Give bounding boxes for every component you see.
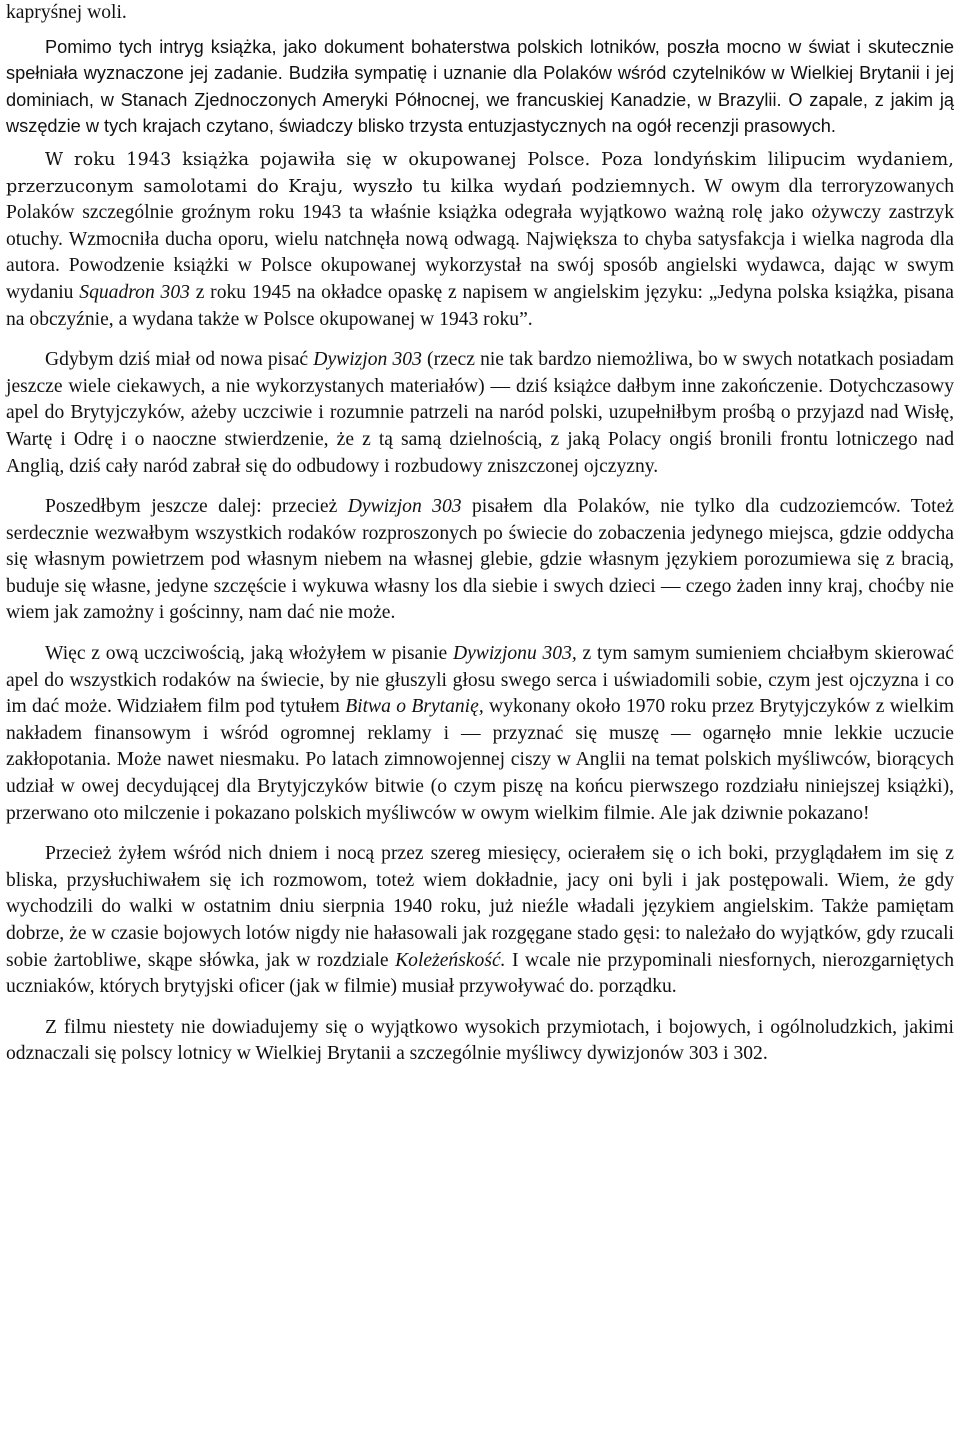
paragraph-text: pisałem dla Polaków, nie tylko dla cudzoziemców. Toteż serdecznie wezwałbym wszystkich rodaków rozproszonych po świecie do zobaczenia jedynego miejsca, gdzie oddycha się własnym powietrzem pod własnym niebem na własnej glebie, gdzie własnym językiem porozumiewa się z bracią, buduje się własne, jedyne szczęście i wykuwa własny los dla siebie i swych dzieci — czego żaden inny kraj, choćby nie wiem jak zamożny i gościnny, nam dać nie może. <box>6 496 955 624</box>
paragraph-text: O zapale, z jakim ją wszędzie w tych krajach czytano, świadczy blisko trzysta entuzjastycznych na ogół recenzji prasowych. <box>6 89 954 137</box>
paragraph-text: I wcale nie przypominali niesfornych, nierozgarniętych uczniaków, których brytyjski oficer (jak w filmie) musiał przywoływać do. porządku. <box>6 949 954 998</box>
document-page <box>6 0 954 1075</box>
paragraph <box>6 347 954 480</box>
paragraph-text: Przecież żyłem wśród nich dniem i nocą przez szereg miesięcy, ocierałem się o ich boki, przyglądałem im się z bliska, przysłuchiwałem się ich rozmowom, toteż wiem dokładnie, jacy oni byli i jak postępowali. Wiem, że gdy wychodzili do walki w ostatnim dniu sierpnia 1940 roku, już nieźle władali językiem angielskim. Także pamiętam dobrze, że w czasie bojowych lotów nigdy nie hałasowali jak rozgęgane stado gęsi: to należało do wyjątków, gdy rzucali sobie żartobliwe, skąpe słówka, jak w rozdziale <box>6 843 954 971</box>
paragraph-text: Więc z ową uczciwością, jaką włożyłem w pisanie <box>45 643 453 665</box>
paragraph-text: Poszedłbym jeszcze dalej: przecież <box>45 496 348 518</box>
paragraph-text: z roku 1945 na okładce opaskę z napisem w angielskim języku: „Jedyna polska książka, pisana na obczyźnie, a wydana także w Polsce okupowanej w 1943 roku”. <box>6 281 954 330</box>
book-title: Dywizjon 303 <box>347 496 462 518</box>
book-title: Dywizjon 303 <box>313 349 422 371</box>
paragraph <box>6 1015 954 1068</box>
chapter-title: Koleżeńskość. <box>395 949 506 971</box>
paragraph <box>6 34 954 140</box>
paragraph-text: (rzecz nie tak bardzo niemożliwa, bo w swych notatkach posiadam jeszcze wiele ciekawych, a nie wykorzystanych materiałów) — dziś książce dałbym inne zakończenie. Dotychczasowy apel do Brytyjczyków, ażeby uczciwie i rozumnie patrzeli na naród polski, uzupełniłbym prośbą o przyjazd nad Wisłę, Wartę i Odrę i o naoczne stwierdzenie, że z tą samą dzielnością, z jaką Polacy ongiś bronili frontu lotniczego nad Anglią, dziś cały naród zabrał się do odbudowy i rozbudowy zniszczonej ojczyzny. <box>6 349 954 477</box>
paragraph-text: Powodzenie książki w Polsce okupowanej wykorzystał na swój sposób angielski wydawca, dając w swym wydaniu <box>6 255 954 303</box>
paragraph-text: kapryśnej woli. <box>6 2 127 23</box>
paragraph-text: z tym samym sumieniem chciałbym skierować apel do wszystkich rodaków na świecie, by nie głuszyli głosu swego serca i uświadomili sobie, czym jest ojczyzna i co im dać może. Widziałem film pod tytułem <box>6 643 954 718</box>
paragraph-text: wykonany około 1970 roku przez Brytyjczyków z wielkim nakładem finansowym i wśród ogromnej reklamy i — przyznać się muszę — ogarnęło mnie lekkie uczucie zakłopotania. Może nawet niesmaku. Po latach zimnowojennej ciszy w Anglii na temat polskich myśliwców, biorących udział w owej decydującej dla Brytyjczyków bitwie (o czym piszę na końcu pierwszego rozdziału niniejszej książki), przerwano oto milczenie i pokazano polskich myśliwców w owym wielkim filmie. Ale jak dziwnie pokazano! <box>6 696 954 824</box>
paragraph <box>6 147 954 333</box>
paragraph <box>6 494 954 627</box>
paragraph-fragment <box>6 0 954 27</box>
paragraph-text: W owym dla terroryzowanych Polaków szczególnie groźnym roku 1943 ta właśnie książka odegrała wyjątkowo ważną rolę jako ożywczy zastrzyk otuchy. Wzmocniła ducha oporu, wielu natchnęła nową odwagą. Największa to chyba satysfakcja i wielka nagroda dla autora. <box>6 175 954 277</box>
book-title: Squadron 303 <box>79 281 190 303</box>
paragraph <box>6 641 954 827</box>
paragraph-text: W roku 1943 książka pojawiła się w okupowanej Polsce. <box>45 149 591 170</box>
film-title: Bitwa o Brytanię, <box>345 696 484 718</box>
paragraph-text: Pomimo tych intryg książka, jako dokument bohaterstwa polskich lotników, poszła mocno w świat i skutecznie spełniała wyznaczone jej zadanie. Budziła sympatię i uznanie dla Polaków wśród czytelników w Wielkiej Brytanii i jej dominiach, w Stanach Zjednoczonych Ameryki Północnej, we francuskiej Kanadzie, w Brazylii. <box>6 36 954 110</box>
book-title: Dywizjonu 303, <box>452 643 577 665</box>
paragraph-text: Z filmu niestety nie dowiadujemy się o wyjątkowo wysokich przymiotach, i bojowych, i ogólnoludzkich, jakimi odznaczali się polscy lotnicy w Wielkiej Brytanii a szczególnie myśliwcy dywizjonów 303 i 302. <box>6 1016 954 1065</box>
paragraph <box>6 841 954 1001</box>
paragraph-text: Poza londyńskim lilipucim wydaniem, przerzuconym samolotami do Kraju, wyszło tu kilka wydań podziemnych. <box>6 149 954 197</box>
paragraph-text: Gdybym dziś miał od nowa pisać <box>45 349 314 371</box>
